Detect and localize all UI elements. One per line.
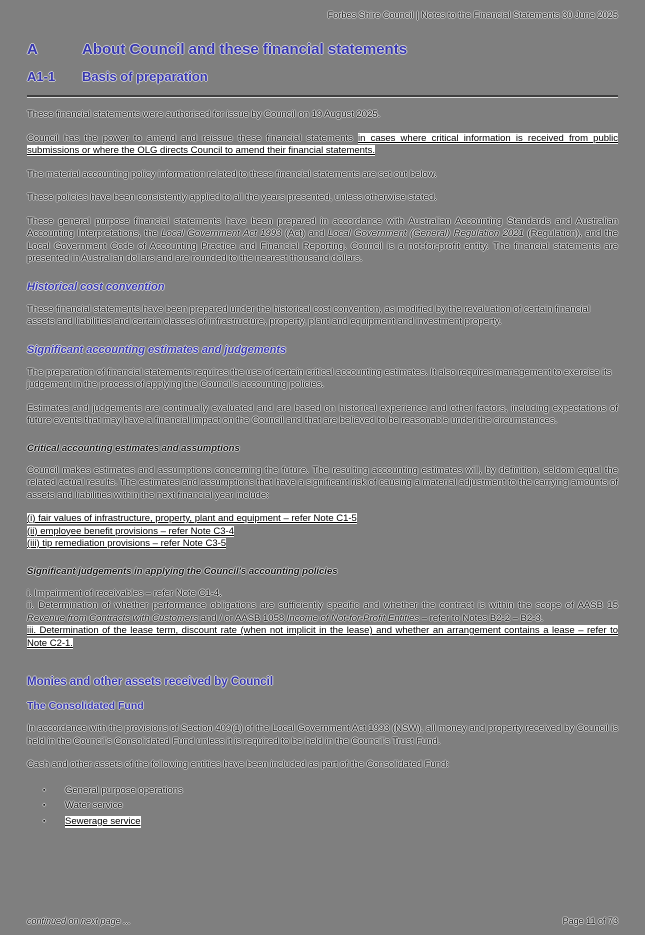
act-name-regulation: Local Government (General) Regulation 2021 xyxy=(327,228,524,239)
judgement-ii-text-2: and / or AASB 1058 xyxy=(198,612,287,624)
paragraph-preparation: The preparation of financial statements requires the use of certain critical accounting estimates. It also requires management to exercise its judgement in the process of applying the Council's accounting policies. xyxy=(27,366,612,390)
paragraph-assumptions: Council makes estimates and assumptions concerning the future. The resulting accounting estimates will, by definition, seldom equal the related actual results. The estimates and assumptions that have a significant risk of causing a material adjustment to the carrying amounts of assets and liabilities within the next financial year include: xyxy=(27,464,618,501)
bullet-icon: ▪ xyxy=(43,802,46,809)
bullet-water-service: Water service xyxy=(65,800,123,811)
judgement-item-i: i. Impairment of receivables – refer Note C1-4. xyxy=(27,587,222,599)
standard-name-aasb15: Revenue from Contracts with Customers xyxy=(27,612,199,624)
paragraph-consolidated-fund: In accordance with the provisions of Section 409(1) of the Local Government Act 1993 (NSW), all money and property received by Council is held in the Council's Consolidated Fund unless it is required to be held in the Council's Trust Fund. xyxy=(27,723,618,747)
heading-rule xyxy=(27,95,618,98)
paragraph-authorised: These financial statements were authorised for issue by Council on 19 August 2025. xyxy=(27,109,381,120)
list-item xyxy=(27,800,618,813)
bullet-icon: ▪ xyxy=(43,786,46,794)
heading-historical-cost: Historical cost convention xyxy=(27,280,165,293)
subsection-number: A1-1 xyxy=(27,69,56,84)
judgement-ii-text-1: ii. Determination of whether performance obligations are sufficiently specific and whether the contract is within the scope of AASB 15 xyxy=(27,600,618,611)
inserted-text-tip-remediation: (iii) tip remediation provisions – refer Note C3-5 xyxy=(27,538,227,549)
paragraph-policies-applied: These policies have been consistently applied to all the years presented, unless otherwise stated. xyxy=(27,192,437,203)
judgement-item-iii xyxy=(27,625,618,650)
bullet-icon: ▪ xyxy=(43,817,46,825)
judgement-ii-text-3: – refer to Notes B2-2 – B2-3. xyxy=(419,612,544,624)
standard-name-aasb1058: Income of Not-for-Profit Entities xyxy=(286,612,420,624)
judgements-list xyxy=(27,588,618,651)
paragraph-entities-included: Cash and other assets of the following entities have been included as part of the Consolidated Fund: xyxy=(27,759,449,770)
judgement-item-ii xyxy=(27,600,618,625)
paragraph-amend-power-text: Council has the power to amend and reissue these financial statements xyxy=(27,132,358,144)
paragraph-gpfs-text-2: (Act) and xyxy=(281,228,328,239)
heading-monies: Monies and other assets received by Council xyxy=(27,676,274,688)
page-footer xyxy=(27,916,618,926)
inserted-text-amend: in cases where critical information is received from public submissions or where the OLG directs Council to amend their financial statements. xyxy=(27,132,618,156)
fund-entities-list xyxy=(27,782,618,829)
subsection-title: Basis of preparation xyxy=(82,69,208,84)
paragraph-gpfs xyxy=(27,216,618,266)
inserted-text-lease-term: iii. Determination of the lease term, discount rate (when not implicit in the lease) and whether an arrangement contains a lease – refer to Note C2-1. xyxy=(27,625,618,649)
footer-continued: continued on next page ... xyxy=(27,916,131,926)
list-item xyxy=(27,538,618,551)
heading-significant-judgements: Significant judgements in applying the Council's accounting policies xyxy=(27,565,338,577)
critical-estimates-list xyxy=(27,513,618,551)
paragraph-historical-cost: These financial statements have been prepared under the historical cost convention, as modified by the revaluation of certain financial assets and liabilities and certain classes of infrastructure, property, plant and equipment and investment property. xyxy=(27,303,590,327)
subsection-heading xyxy=(27,69,618,84)
bullet-general-purpose: General purpose operations xyxy=(65,784,183,796)
inserted-text-fair-values: (i) fair values of infrastructure, property, plant and equipment – refer Note C1-5 xyxy=(27,513,357,524)
act-name-lga: Local Government Act 1993 xyxy=(161,228,282,239)
paragraph-gpfs-text-3: (Regulation), and the Local Government Code of Accounting Practice and Financial Reporting. Council is a not-for-profit entity. The financial statements are presented in Australian dollars and are rounded to the nearest thousand dollars. xyxy=(27,228,618,264)
heading-consolidated-fund: The Consolidated Fund xyxy=(27,700,144,712)
paragraph-evaluated: Estimates and judgements are continually evaluated and are based on historical experience and other factors, including expectations of future events that may have a financial impact on the Council and that are believed to be reasonable under the circumstances. xyxy=(27,402,618,426)
paragraph-material-policy: The material accounting policy information related to these financial statements are set out below. xyxy=(27,168,437,180)
heading-critical-estimates: Critical accounting estimates and assumptions xyxy=(27,442,240,454)
footer-page-number: Page 11 of 73 xyxy=(562,916,618,926)
inserted-text-employee-benefit: (ii) employee benefit provisions – refer Note C3-4 xyxy=(27,525,234,537)
list-item xyxy=(27,526,618,539)
paragraph-amend-power xyxy=(27,133,618,158)
list-item xyxy=(27,816,618,829)
document-header: Forbes Shire Council | Notes to the Financial Statements 30 June 2025 xyxy=(327,10,618,20)
paragraph-gpfs-text-1: These general purpose financial statements have been prepared in accordance with Australian Accounting Standards and Australian Accounting Interpretations, the xyxy=(27,215,618,239)
list-item xyxy=(27,785,618,798)
heading-estimates-judgements: Significant accounting estimates and judgements xyxy=(27,343,287,356)
section-heading xyxy=(27,41,618,58)
section-letter: A xyxy=(27,41,38,58)
list-item xyxy=(27,513,618,526)
section-title: About Council and these financial statements xyxy=(82,41,408,58)
bullet-sewerage-service: Sewerage service xyxy=(65,815,141,827)
